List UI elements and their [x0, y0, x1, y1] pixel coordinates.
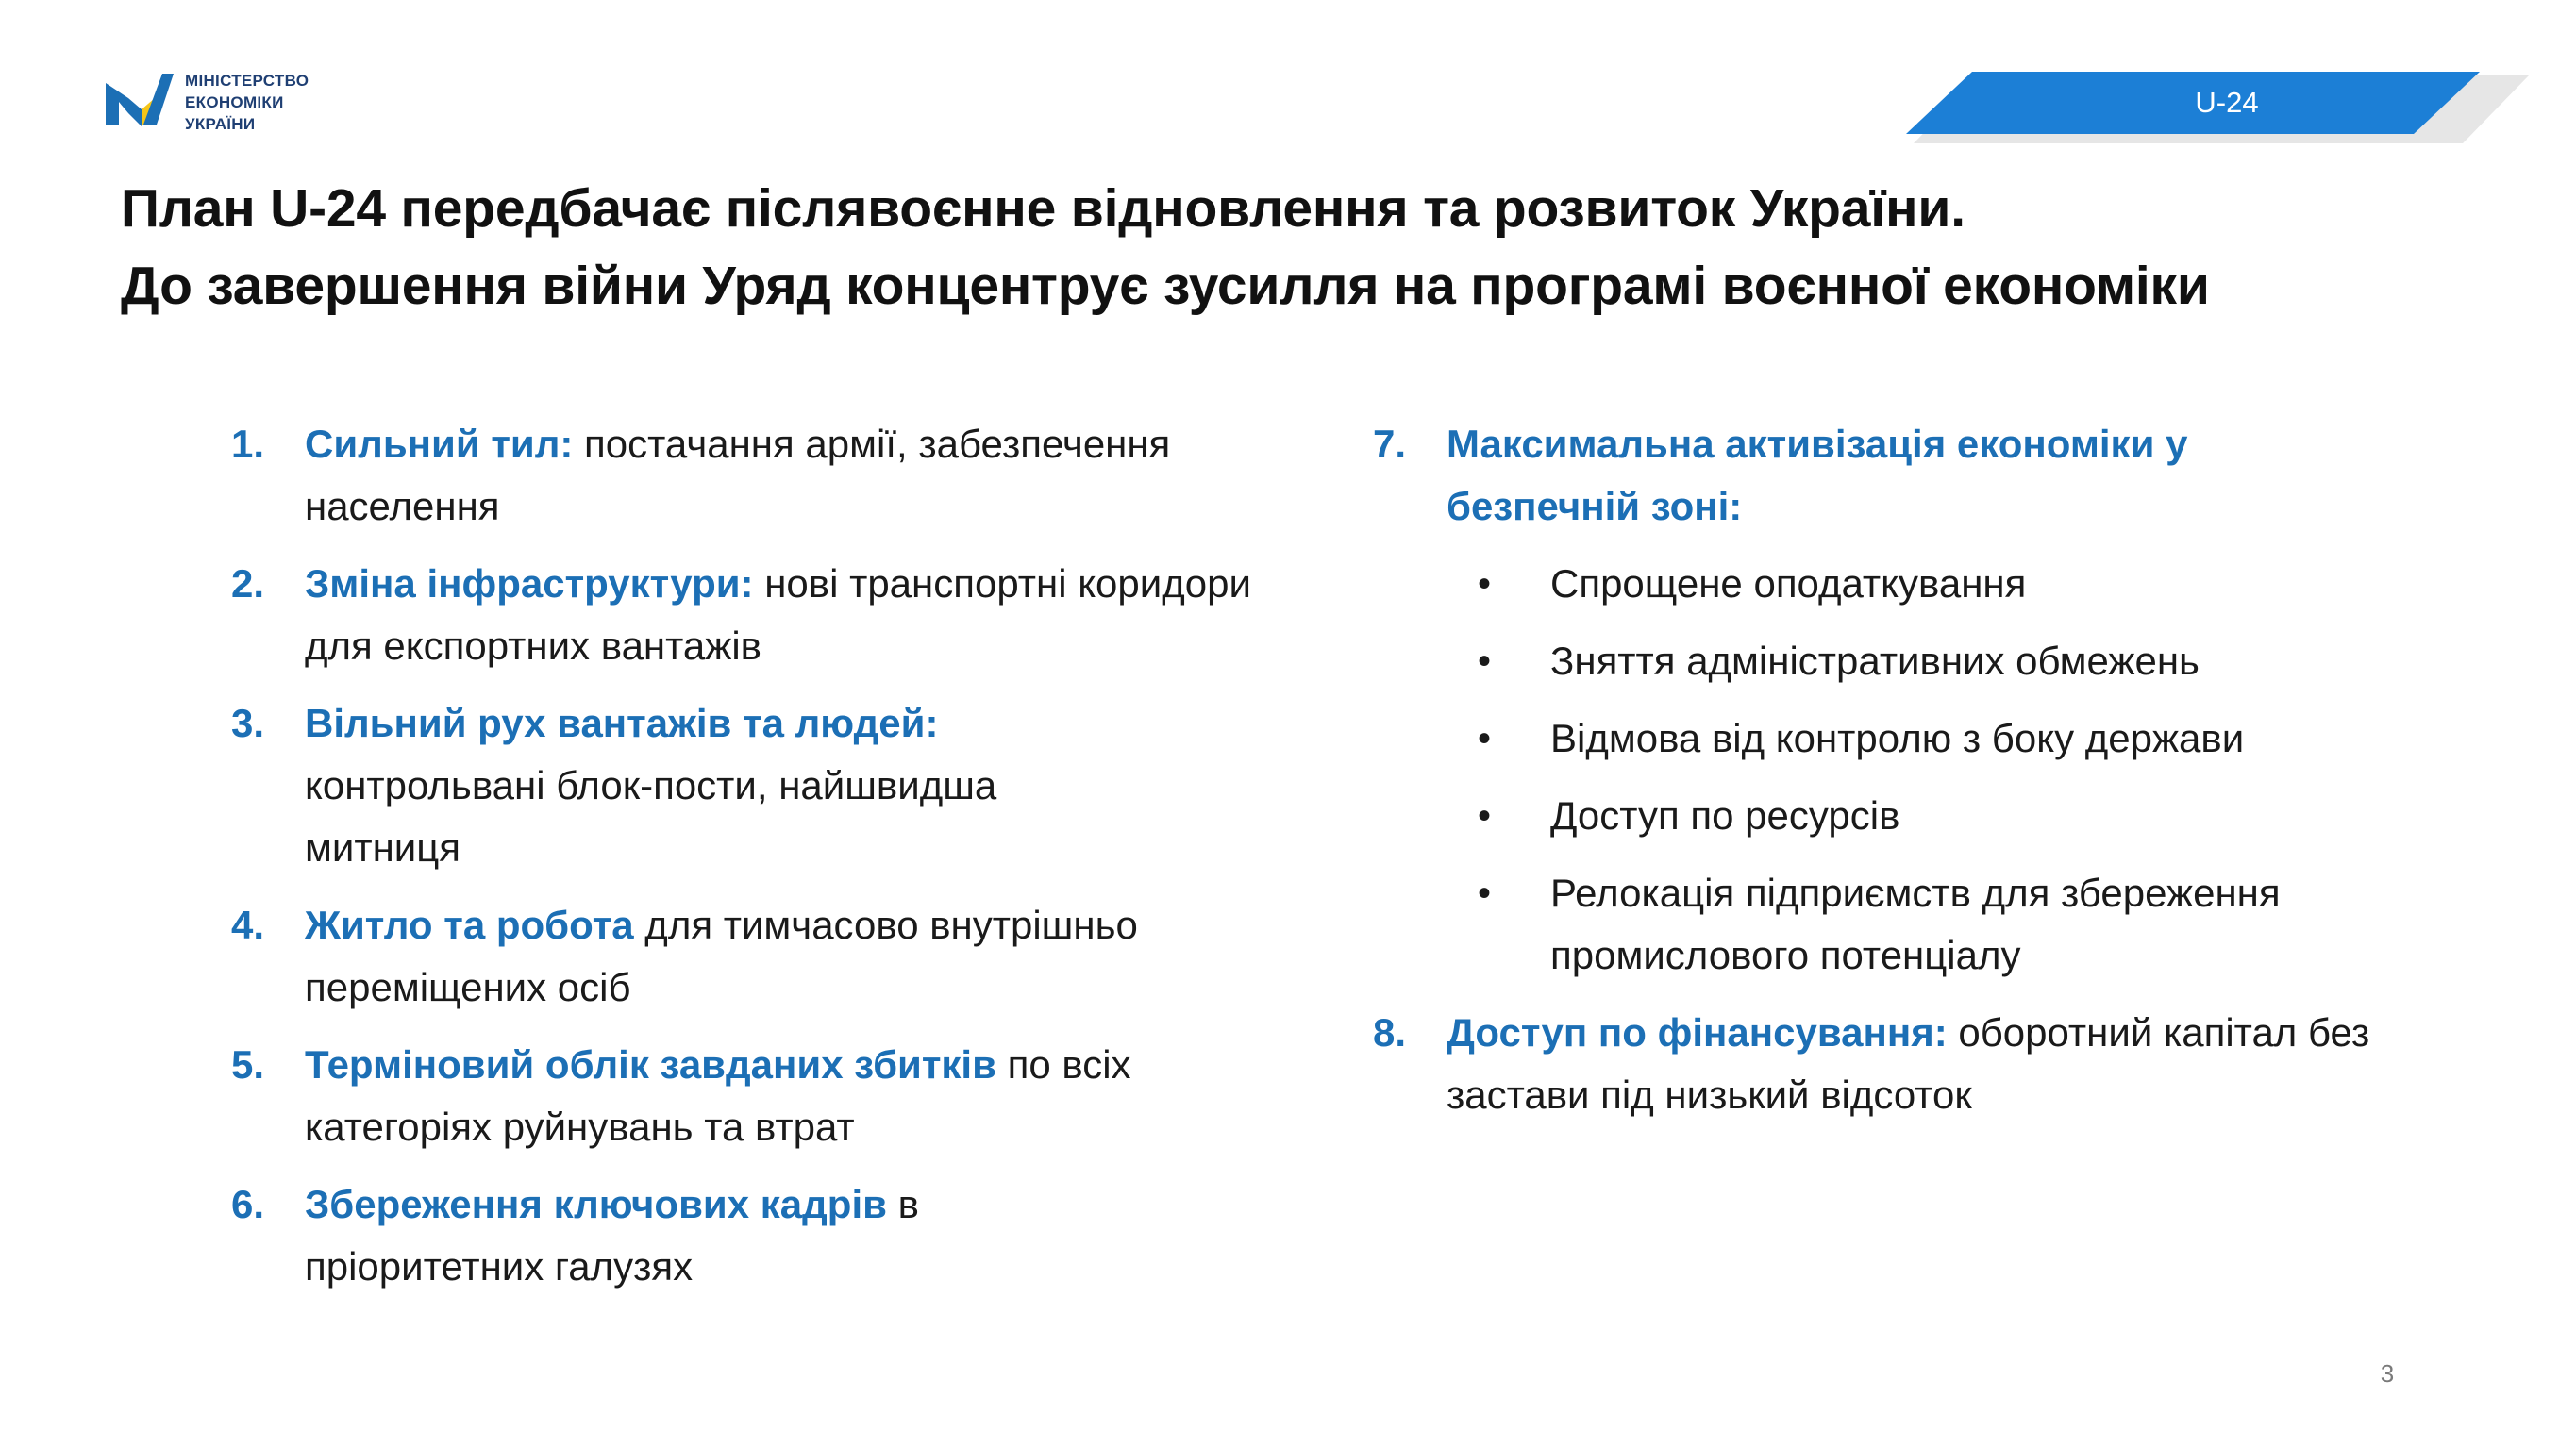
item-highlight: Житло та робота	[305, 903, 634, 947]
logo-wordmark	[185, 70, 374, 135]
item-highlight: Збереження ключових кадрів	[305, 1182, 887, 1226]
bullet-text: Відмова від контролю з боку держави	[1550, 716, 2245, 760]
bullet-dot: •	[1478, 795, 1492, 837]
item-highlight: Зміна інфраструктури:	[305, 561, 754, 606]
title-line-2: До завершення війни Уряд концентрує зусилля на програмі воєнної економіки	[121, 256, 2210, 316]
item-number: 4.	[231, 903, 265, 947]
item-number: 2.	[231, 561, 265, 606]
item-number: 6.	[231, 1182, 265, 1226]
list-item	[1373, 413, 2390, 538]
logo-line-2: ЕКОНОМІКИ	[185, 93, 284, 111]
item-text: в пріоритетних галузях	[305, 1182, 919, 1289]
bullet-item	[1373, 707, 2505, 770]
logo-line-3: УКРАЇНИ	[185, 115, 256, 133]
item-text: по всіх категоріях руйнувань та втрат	[305, 1042, 1131, 1149]
item-highlight: Терміновий облік завданих збитків	[305, 1042, 996, 1087]
right-list	[1373, 413, 2505, 1141]
item-number: 8.	[1373, 1010, 1407, 1055]
item-text: нові транспортні коридори для експортних вантажів	[305, 561, 1251, 668]
title-line-1: План U-24 передбачає післявоєнне відновлення та розвиток України.	[121, 178, 1965, 239]
item-number: 7.	[1373, 422, 1407, 466]
logo-line-1: МІНІСТЕРСТВО	[185, 72, 309, 90]
list-item	[231, 692, 1116, 879]
list-item	[231, 1034, 1307, 1158]
badge-label: U-24	[2195, 86, 2259, 119]
bullet-text: Релокація підприємств для збереження промислового потенціалу	[1550, 871, 2281, 977]
page-title	[121, 170, 2536, 324]
list-item	[231, 413, 1307, 538]
bullet-dot: •	[1478, 718, 1492, 759]
list-item	[1373, 1002, 2505, 1126]
ministry-logo	[106, 70, 351, 138]
item-number: 5.	[231, 1042, 265, 1087]
left-list	[231, 413, 1307, 1313]
list-item	[231, 553, 1307, 677]
bullet-dot: •	[1478, 873, 1492, 914]
bullet-item	[1373, 862, 2505, 987]
list-item	[231, 894, 1307, 1019]
item-text: для тимчасово внутрішньо переміщених осіб	[305, 903, 1138, 1009]
item-text: оборотний капітал без застави під низький відсоток	[1447, 1010, 2370, 1117]
section-badge	[1906, 66, 2529, 151]
bullet-dot: •	[1478, 640, 1492, 682]
item-highlight: Вільний рух вантажів та людей:	[305, 701, 939, 745]
bullet-item	[1373, 553, 2505, 615]
item-highlight: Сильний тил:	[305, 422, 574, 466]
ministry-mark-icon	[106, 70, 177, 130]
bullet-dot: •	[1478, 563, 1492, 605]
bullet-text: Доступ по ресурсів	[1550, 793, 1900, 838]
item-highlight: Максимальна активізація економіки у безпечній зоні:	[1447, 422, 2188, 528]
item-text: постачання армії, забезпечення населення	[305, 422, 1171, 528]
bullet-text: Зняття адміністративних обмежень	[1550, 639, 2200, 683]
bullet-text: Спрощене оподаткування	[1550, 561, 2027, 606]
item-number: 3.	[231, 701, 265, 745]
item-text: контрольвані блок-пости, найшвидша митниця	[305, 763, 997, 870]
bullet-item	[1373, 630, 2505, 692]
sub-bullet-list	[1373, 553, 2505, 987]
item-highlight: Доступ по фінансування:	[1447, 1010, 1948, 1055]
list-item	[231, 1173, 1022, 1298]
item-number: 1.	[231, 422, 265, 466]
bullet-item	[1373, 785, 2505, 847]
page-number: 3	[2380, 1359, 2395, 1388]
